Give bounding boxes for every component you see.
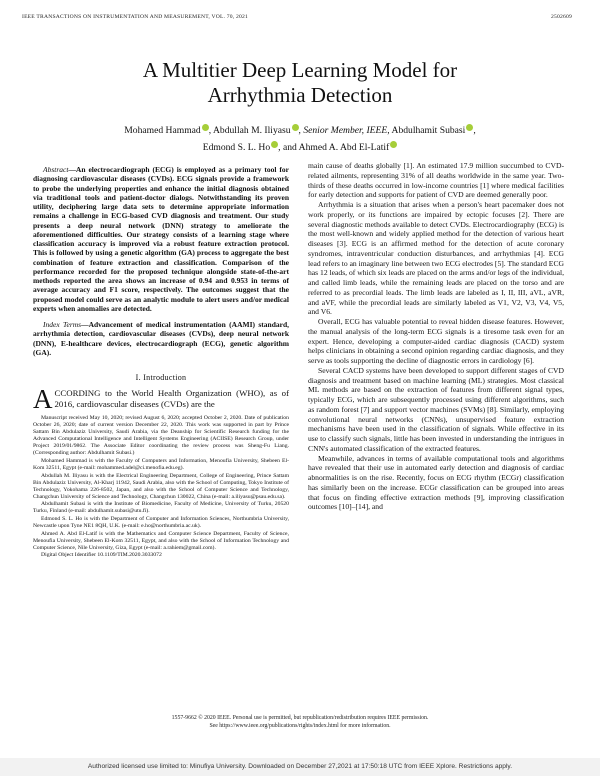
license-banner: Authorized licensed use limited to: Minufiya University. Downloaded on December 27,2021 at 17:50:18 UTC from IEEE Xplore. Restrictions apply. (0, 758, 600, 776)
author-line-2 (40, 139, 560, 156)
footnote: Abdulhamit Subasi is with the Institute of Biomedicine, Faculty of Medicine, University of Turku, 20520 Turku, Finland (e-mail: abdulhamit.subasi@utu.fi). (33, 501, 289, 515)
index-terms-text: —Advancement of medical instrumentation (AAMI) standard, arrhythmia detection, cardiovascular diseases (CVDs), deep neural network (DNN), E-healthcare devices, electrocardiograph (ECG), genetic algorithm (GA). (33, 320, 289, 357)
copyright-notice (0, 715, 600, 730)
article-number: 2502609 (551, 14, 572, 20)
author-name: , Abdulhamit Subasi (387, 125, 466, 136)
orcid-icon[interactable] (390, 141, 397, 148)
footnote: Mohamed Hammad is with the Faculty of Computers and Information, Menoufia University, Shebeen El-Kom 32511, Egypt (e-mail: mohammed.adel@ci.menofia.edu.eg). (33, 458, 289, 472)
body-paragraph: Overall, ECG has valuable potential to reveal hidden disease features. However, the manual analysis of the long-term ECG signals is a tiresome task even for an expert. Hence, developing a computer-aided cardiac diagnosis (CACD) system helps clinicians in obtaining a second opinion regarding cardiac diagnosis, and they serve as tools supporting the decline of diagnostic errors in cardiology [6]. (308, 317, 564, 365)
doi-line: Digital Object Identifier 10.1109/TIM.2020.3033072 (41, 552, 162, 559)
paper-title (0, 58, 600, 108)
orcid-icon[interactable] (292, 124, 299, 131)
author-name: , and Ahmed A. Abd El-Latif (278, 142, 390, 153)
footnote: Abdullah M. Iliyasu is with the Electrical Engineering Department, College of Engineering, Prince Sattam Bin Abdulaziz University, Al-Kharj 11942, Saudi Arabia, also with the School of Computing, Tokyo Institute of Technology, Yokohama 226-8502, Japan, and also with the School of Computer Science and Technology, Changchun University of Science and Technology, Changchun 130022, China (e-mail: a.iliyasu@psau.edu.sa). (33, 472, 289, 500)
orcid-icon[interactable] (202, 124, 209, 131)
intro-paragraph (33, 384, 289, 415)
author-name: Edmond S. L. Ho (202, 142, 271, 153)
rights-link[interactable]: See https://www.ieee.org/publications/rights/index.html for more information. (209, 722, 391, 729)
body-paragraph: main cause of deaths globally [1]. An estimated 17.9 million succumbed to CVD-related ailments, representing 31% of all deaths worldwide in the same year. Two-thirds of these deaths occurred in low-income countries [1] where medical facilities for early detection and supports for patient of CVD are deemed generally poor. (308, 161, 564, 200)
author-name: Mohamed Hammad (124, 125, 201, 136)
drop-cap: A (33, 384, 53, 415)
intro-text: CCORDING to the World Health Organization (WHO), as of 2016, cardiovascular diseases (CVDs) are the (54, 388, 289, 410)
author-name: , Abdullah M. Iliyasu (208, 125, 291, 136)
author-membership: Senior Member, IEEE (303, 125, 388, 136)
footnotes (33, 415, 289, 559)
footnote: Edmond S. L. Ho is with the Department of Computer and Information Sciences, Northumbria University, Newcastle upon Tyne NE1 8QH, U.K. (e-mail: e.ho@northumbria.ac.uk). (33, 515, 289, 529)
title-line-1: A Multitier Deep Learning Model for (142, 58, 458, 82)
journal-name: IEEE TRANSACTIONS ON INSTRUMENTATION AND MEASUREMENT, VOL. 70, 2021 (22, 14, 248, 20)
abstract-label: Abstract (43, 165, 69, 174)
author-list (40, 122, 560, 156)
title-line-2: Arrhythmia Detection (207, 83, 393, 107)
index-terms-label: Index Terms (43, 320, 82, 329)
right-column (308, 161, 564, 512)
author-line-1: Mohamed Hammad , Abdullah M. Iliyasu , Senior Member, IEEE, Abdulhamit Subasi , (124, 125, 476, 136)
footnote: Ahmed A. Abd El-Latif is with the Mathematics and Computer Science Department, Faculty of Science, Menoufia University, Shebeen El-Kom 32511, Egypt, and also with the School of Information Technology and Computer Science, Nile University, Giza, Egypt (e-mail: a.rahiem@gmail.com). (33, 530, 289, 551)
body-paragraph: Several CACD systems have been developed to support different stages of CVD diagnosis and treatment based on machine learning (ML) strategies. Most classical ML methods are based on the extraction of features from different signal types, typically ECG, which are subsequently processed using different algorithms, such as random forest [7] and support vector machines (SVMs) [8]. Similarly, employing convolutional neural networks (CNNs), unsupervised feature extraction mechanisms have been used in the classification of signals. While effective in its use to classify such signals, little has been invested in understanding the intrigues in CNN's automated classification of the extracted features. (308, 365, 564, 453)
copyright-line: 1557-9662 © 2020 IEEE. Personal use is permitted, but republication/redistribution requires IEEE permission. (171, 715, 429, 721)
abstract-text: —An electrocardiograph (ECG) is employed as a primary tool for diagnosing cardiovascular diseases (CVDs). ECG signals provide a framework to probe the underlying properties and enhance the initial diagnosis obtained via traditional tools and patient-doctor dialogs. Notwithstanding its proven utility, deciphering large data sets to determine appropriate information remains a challenge in ECG-based CVD diagnosis and treatment. Our study presents a deep neural network (DNN) strategy to ameliorate the aforementioned difficulties. Our strategy consists of a learning stage where classification accuracy is improved via a robust feature extraction protocol. This is followed by using a genetic algorithm (GA) process to aggregate the best combination of feature extraction and classification. Comparison of the performance recorded for the proposed technique alongside state-of-the-art methods reported the area shows an increase of 0.94 and 0.953 in terms of average accuracy and F1 score, respectively. The outcomes suggest that the proposed model could serve as an analytic module to alert users and/or medical experts when anomalies are detected. (33, 165, 289, 313)
left-column (33, 165, 289, 560)
index-terms (33, 320, 289, 357)
body-paragraph: Arrhythmia is a situation that arises when a person's heart pacemaker does not work properly, or its functions are impaired by ectopic focuses [2]. There are several diagnostic methods available to detect CVDs. Electrocardiography (ECG) is the most well-known and widely applied method for the detection of various heart diseases [3]. ECG is an affirmed method for the detection of acute coronary syndromes, intraventricular conduction disturbances, and arrhythmias [4]. ECG lead refers to an imaginary line between two ECG electrodes [5]. The standard ECG has 12 leads, of which six leads are placed on the arms and/or legs of the individual, and called limb leads, while the remaining leads are placed on the torso and are referred to as precordial leads. The limb leads are labeled as I, II, III, aVL, aVR, and aVF, while the precordial leads are similarly labeled as V1, V2, V3, V4, V5, and V6. (308, 200, 564, 317)
abstract (33, 165, 289, 313)
running-head (22, 14, 572, 20)
footnote: Manuscript received May 10, 2020; revised August 6, 2020; accepted October 2, 2020. Date of publication October 26, 2020; date of current version December 22, 2020. This work was supported in part by Prince Sattam Bin Abdulaziz University, Saudi Arabia, via the Deanship for Scientific Research funding for the Advanced Computational Intelligence and Intelligent Systems Engineering (ACIISE) Research Group, under Project 2019/01/9862. The Associate Editor coordinating the review process was Sheng-Fu Liang. (Corresponding author: Abdulhamit Subasi.) (33, 415, 289, 457)
section-heading: I. Introduction (135, 373, 187, 382)
body-paragraph: Meanwhile, advances in terms of available computational tools and algorithms have revealed that their use in automated early detection and diagnosis of cardiac abnormalities is on the rise. Recently, focus on ECG rhythm (ECGr) classification has similarly been on the increase. ECGr classification can be grouped into areas that focus on finding effective extraction methods [9], improving classification outcomes [10]–[14], and (308, 453, 564, 512)
